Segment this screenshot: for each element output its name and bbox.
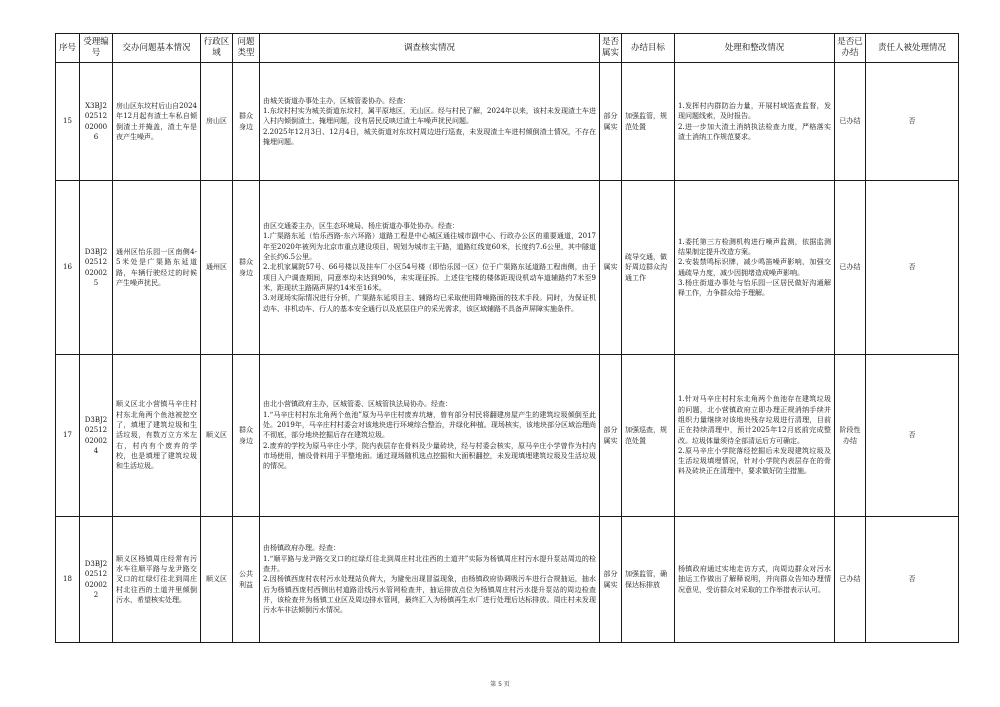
row-type: 群众身边 (233, 181, 260, 355)
row-completed: 已办结 (835, 517, 866, 643)
row-issue: 顺义区杨镇周庄经常有污水车往顺平路与龙尹路交叉口的红绿灯往北到周庄村北往西的土道井里倾倒污水，希望核实处理。 (113, 517, 201, 643)
row-completed: 已办结 (835, 63, 866, 181)
row-issue: 房山区东坟村后山自2024年12月起有渣土车私自倾倒渣土并掩盖，渣土车是夜产生噪声。 (113, 63, 201, 181)
table-row (56, 355, 959, 517)
row-goal: 疏导交通，做好周边群众沟通工作 (622, 181, 675, 355)
row-handling: 1.发挥村内群防治力量，开展村域巡查监督，发现问题线索，及时报告。 2.进一步加大渣土消纳执法检查力度，严格落实渣土消纳工作规范要求。 (675, 63, 835, 181)
row-accountability: 否 (866, 517, 959, 643)
row-district: 通州区 (201, 181, 233, 355)
row-completed: 阶段性办结 (835, 355, 866, 517)
row-type: 公共利益 (233, 517, 260, 643)
table-row (56, 181, 959, 355)
page-number: 第 5 页 (490, 681, 510, 688)
row-type: 群众身边 (233, 355, 260, 517)
row-code: D3BJ202512020025 (80, 181, 113, 355)
row-code: D3BJ202512020024 (80, 355, 113, 517)
header-issue: 交办问题基本情况 (113, 34, 201, 63)
header-accountability: 责任人被处理情况 (866, 34, 959, 63)
row-goal: 加强巡查，规范处置 (622, 355, 675, 517)
table-row (56, 517, 959, 643)
row-district: 顺义区 (201, 517, 233, 643)
header-completed: 是否已办结 (835, 34, 866, 63)
row-seq: 17 (56, 355, 80, 517)
row-investigation: 由杨镇政府办理。经查： 1.“顺平路与龙尹路交叉口的红绿灯往北到周庄村北往西的土道井”实际为杨镇周庄村污水提升泵站周边的检查井。 2.因杨镇西庞村农村污水处理站负荷大，为避免出现冒溢现象，由杨镇政府协调吸污车进行合规抽运，抽水后为杨镇西庞村西侧出村道路沿线污水管网检查井，抽运排放点位为杨镇周庄村污水提升泵站的周边检查井，该检查井为杨镇工业区及周边排水管网，最终汇入为杨镇再生水厂进行处理后达标排放。周庄村未发现污水车非法倾倒污水情况。 (260, 517, 600, 643)
row-goal: 加强监管，确保达标排放 (622, 517, 675, 643)
row-district: 房山区 (201, 63, 233, 181)
row-district: 顺义区 (201, 355, 233, 517)
row-seq: 18 (56, 517, 80, 643)
row-handling: 1.委托第三方检测机构进行噪声监测，依据监测结果制定提升改造方案。 2.安装禁鸣标识牌，减少鸣笛噪声影响，加强交通疏导力度，减少因拥堵造成噪声影响。 3.杨庄街道办事处与怡乐园一区居民做好沟通解释工作，力争群众给予理解。 (675, 181, 835, 355)
row-investigation: 由城关街道办事处主办，区城管委协办。经查： 1.东坟村村实为城关街道东坟村，属平原地区，无山区。经与村民了解，2024年以来，该村未发现渣土车进入村内倾倒渣土、掩埋问题，没有居民反映过渣土车噪声扰民问题。 2.2025年12月3日、12月4日，城关街道对东坟村周边进行巡查，未发现渣土车进村倾倒渣土情况，不存在掩埋问题。 (260, 63, 600, 181)
row-handling: 杨镇政府通过实地走访方式，向周边群众对污水抽运工作做出了解释说明，并向群众告知办理情况意见，受访群众对采取的工作举措表示认可。 (675, 517, 835, 643)
header-investigation: 调查核实情况 (260, 34, 600, 63)
header-seq: 序号 (56, 34, 80, 63)
row-issue: 顺义区北小营镇马辛庄村村东北角两个鱼池被挖空了，填埋了建筑垃圾和生活垃圾，有数万立方米左右，村内有个废弃的学校，也是填埋了建筑垃圾和生活垃圾。 (113, 355, 201, 517)
header-type: 问题类型 (233, 34, 260, 63)
row-seq: 16 (56, 181, 80, 355)
row-code: X3BJ202512020006 (80, 63, 113, 181)
header-code: 受理编号 (80, 34, 113, 63)
row-type: 群众身边 (233, 63, 260, 181)
row-handling: 1.针对马辛庄村村东北角两个鱼池存在建筑垃圾的问题，北小营镇政府立即办理正规消纳手续并组织力量继续对该地块残存垃圾进行清理，目前正在持续清理中，预计2025年12月底前完成整改。垃圾体量须待全部清运后方可确定。 2.原马辛庄小学院落经挖掘后未发现建筑垃圾及生活垃圾填埋情况，针对小学院内表层存在的骨料及砖块正在清理中，要求做好防尘措施。 (675, 355, 835, 517)
row-accountability: 否 (866, 181, 959, 355)
row-investigation: 由北小营镇政府主办，区城管委、区城管执法局协办。经查： 1.“马辛庄村村东北角两个鱼池”原为马辛庄村废弃坑塘，曾有部分村民将翻建房屋产生的建筑垃圾倾倒至此处。2019年，马辛庄村村委会对该地块进行环境综合整治，并绿化种植。现场核实，该地块部分区域治理尚不彻底，部分地块挖掘后存在建筑垃圾。 2.废弃的学校为原马辛庄小学，院内表层存在骨料及少量砖块，经与村委会核实，原马辛庄小学曾作为村内市场使用，铺设骨料用于平整地面。通过现场随机选点挖掘和大面积翻挖，未发现填埋建筑垃圾及生活垃圾的情况。 (260, 355, 600, 517)
row-verified: 部分属实 (600, 517, 622, 643)
row-verified: 部分属实 (600, 355, 622, 517)
complaint-table (55, 33, 959, 643)
row-seq: 15 (56, 63, 80, 181)
table-header-row (56, 34, 959, 63)
header-handling: 处理和整改情况 (675, 34, 835, 63)
row-goal: 加强监管，规范处置 (622, 63, 675, 181)
row-verified: 属实 (600, 181, 622, 355)
header-district: 行政区域 (201, 34, 233, 63)
header-verified: 是否属实 (600, 34, 622, 63)
header-goal: 办结目标 (622, 34, 675, 63)
row-accountability: 否 (866, 63, 959, 181)
row-verified: 部分属实 (600, 63, 622, 181)
table-row (56, 63, 959, 181)
row-completed: 已办结 (835, 181, 866, 355)
complaint-table-sheet (55, 33, 958, 643)
row-accountability: 否 (866, 355, 959, 517)
row-investigation: 由区交通委主办，区生态环境局、杨庄街道办事处协办。经查： 1.广渠路东延（怡乐西路-东六环路）道路工程是中心城区通往城市副中心、行政办公区的重要通道，2017年至2020年被列为北京市重点建设项目，规划为城市主干路，道路红线宽60米，长度约7.6公里，其中隧道全长约6.5公里。 2.北机家属院57号、66号楼以及挂车厂小区54号楼（即怡乐园一区）位于广渠路东延道路工程南侧，由于项目入户调查期间，同意率均未达到90%，未实现征拆。上述住宅楼的楼体距现设机动车道辅路约7米至9米，距现状主路隔声屏约14米至16米。 3.对现场实际情况进行分析，广渠路东延项目主、辅路均已采取使用降噪路面的技术手段。同时，为保证机动车、非机动车、行人的基本安全通行以及底层住户的采光需求，该区域辅路不具备声屏障实施条件。 (260, 181, 600, 355)
row-issue: 通州区怡乐园一区南侧4-5米处是广渠路东延道路，车辆行驶经过的时候产生噪声扰民。 (113, 181, 201, 355)
row-code: D3BJ202512020022 (80, 517, 113, 643)
